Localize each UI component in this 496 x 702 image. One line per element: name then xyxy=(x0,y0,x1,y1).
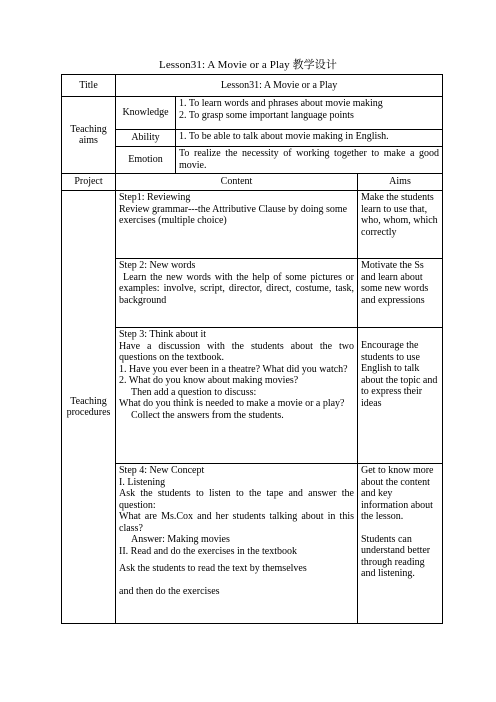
lesson-plan-table xyxy=(61,74,443,624)
aims-header: Aims xyxy=(358,174,443,191)
step1-title: Step1: Reviewing xyxy=(119,192,191,203)
document-title: Lesson31: A Movie or a Play 教学设计 xyxy=(159,59,337,71)
step4-text-1: Ask the students to listen to the tape and answer the question: xyxy=(119,488,354,511)
step3-content xyxy=(116,328,358,464)
ability-row xyxy=(62,130,443,147)
title-row xyxy=(62,75,443,97)
step4-aim-1: Get to know more about the content and key information about the lesson. xyxy=(361,465,434,522)
title-label: Title xyxy=(62,75,116,97)
step3-text-2: Then add a question to discuss: xyxy=(131,386,257,398)
ability-label: Ability xyxy=(116,130,176,147)
step2-content xyxy=(116,259,358,328)
step4-title: Step 4: New Concept xyxy=(119,465,205,476)
knowledge-item-2: 2. To grasp some important language points xyxy=(179,109,354,121)
step4-text-2: What are Ms.Cox and her students talking about in this class? xyxy=(119,511,354,534)
teaching-procedures-label: Teaching procedures xyxy=(62,191,116,624)
emotion-row xyxy=(62,147,443,174)
knowledge-item-1: 1. To learn words and phrases about movie making xyxy=(179,98,383,109)
step3-row xyxy=(62,328,443,464)
emotion-text: To realize the necessity of working together to make a good movie. xyxy=(176,147,443,174)
content-header: Content xyxy=(116,174,358,191)
step2-aim: Motivate the Ss and learn about some new words and expressions xyxy=(358,259,443,328)
step4-content xyxy=(116,464,358,624)
step1-text-2: exercises (multiple choice) xyxy=(119,215,227,226)
step2-row xyxy=(62,259,443,328)
column-header-row xyxy=(62,174,443,191)
step1-row xyxy=(62,191,443,259)
emotion-label: Emotion xyxy=(116,147,176,174)
step1-content xyxy=(116,191,358,259)
step4-answer: Answer: Making movies xyxy=(131,534,230,545)
step4-text-3: Ask the students to read the text by themselves xyxy=(119,563,307,574)
step3-aim: Encourage the students to use English to talk about the topic and to express their ideas xyxy=(358,328,443,464)
step3-question-2: 2. What do you know about making movies? xyxy=(119,375,299,386)
step4-listening: I. Listening xyxy=(119,476,166,488)
step3-text-1: Have a discussion with the students about the two questions on the textbook. xyxy=(119,340,354,363)
ability-text: 1. To be able to talk about movie making in English. xyxy=(176,130,443,147)
step4-row xyxy=(62,464,443,624)
step4-text-4: and then do the exercises xyxy=(119,585,220,597)
step1-aim: Make the students learn to use that, who, whom, which correctly xyxy=(358,191,443,259)
step3-text-3: Collect the answers from the students. xyxy=(131,409,284,421)
step4-reading: II. Read and do the exercises in the textbook xyxy=(119,545,297,557)
step4-aims xyxy=(358,464,443,624)
step1-text-1: Review grammar---the Attributive Clause by doing some xyxy=(119,203,348,215)
title-value: Lesson31: A Movie or a Play xyxy=(116,75,443,97)
knowledge-label: Knowledge xyxy=(116,97,176,130)
step2-text: Learn the new words with the help of some pictures or examples: involve, script, director, direct, costume, task, background xyxy=(119,271,354,306)
knowledge-text xyxy=(176,97,443,130)
knowledge-row xyxy=(62,97,443,130)
step2-title: Step 2: New words xyxy=(119,260,196,271)
step3-question-1: 1. Have you ever been in a theatre? What did you watch? xyxy=(119,363,348,375)
project-header: Project xyxy=(62,174,116,191)
step3-question-3: What do you think is needed to make a movie or a play? xyxy=(119,398,345,409)
step3-title: Step 3: Think about it xyxy=(119,329,207,340)
teaching-aims-label: Teaching aims xyxy=(62,97,116,174)
step4-aim-2: Students can understand better through reading and listening. xyxy=(361,533,431,579)
